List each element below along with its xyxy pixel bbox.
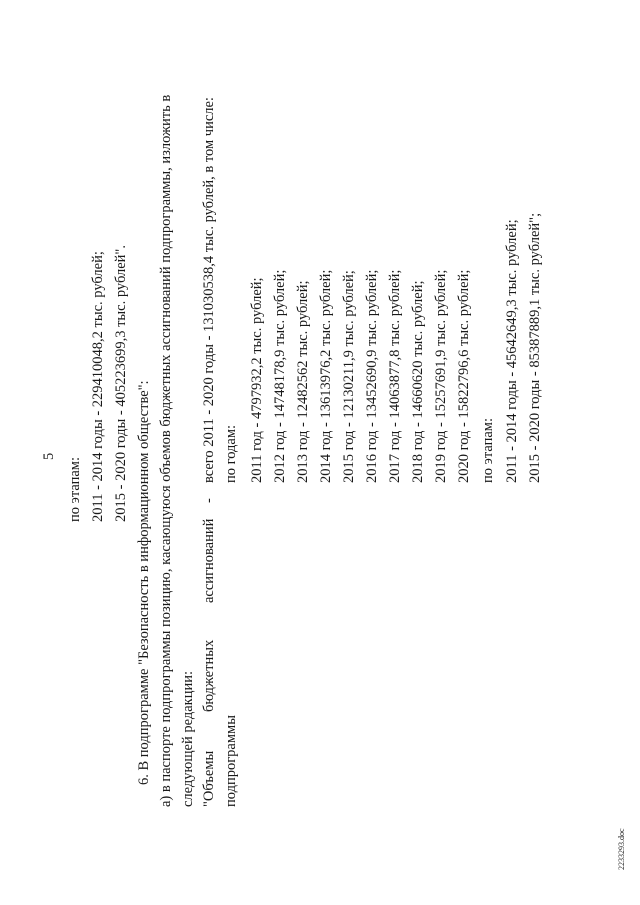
- year-allocation-line: 2015 год - 12130211,9 тыс. рублей;: [341, 270, 357, 483]
- year-allocation-line: 2016 год - 13452690,9 тыс. рублей;: [364, 269, 380, 483]
- year-allocation-line: 2013 год - 12482562 тыс. рублей;: [295, 280, 311, 483]
- continuation-stages-label: по этапам:: [67, 456, 83, 522]
- footer-file-code: 2233293.doc: [617, 828, 626, 870]
- passport-label: подпрограммы: [223, 715, 239, 807]
- total-allocation-line: всего 2011 - 2020 годы - 131030538,4 тыс. рублей, в том числе:: [201, 97, 217, 483]
- passport-label: бюджетных: [201, 639, 217, 712]
- year-allocation-line: 2019 год - 15257691,9 тыс. рублей;: [433, 269, 449, 483]
- passport-label: "Объемы: [201, 750, 217, 807]
- item-a-text-continued: следующей редакции:: [180, 670, 196, 807]
- passport-label: ассигнований: [201, 518, 217, 603]
- year-allocation-line: 2017 год - 14063877,8 тыс. рублей;: [387, 269, 403, 483]
- item-a-text: а) в паспорте подпрограммы позицию, касающуюся объемов бюджетных ассигнований подпрограммы, изложить в: [158, 94, 174, 807]
- stage-allocation-line: 2015 - 2020 годы - 85387889,1 тыс. рублей";: [527, 212, 543, 483]
- section-heading: 6. В подпрограмме "Безопасность в информационном обществе":: [136, 380, 152, 785]
- stage-allocation-line: 2011 - 2014 годы - 45642649,3 тыс. рублей;: [504, 219, 520, 483]
- continuation-stage-line: 2011 - 2014 годы - 229410048,2 тыс. рублей;: [90, 251, 106, 522]
- year-allocation-line: 2020 год - 15822796,6 тыс. рублей;: [456, 269, 472, 483]
- year-allocation-line: 2011 год - 4797932,2 тыс. рублей;: [249, 277, 265, 483]
- continuation-stage-line: 2015 - 2020 годы - 405223699,3 тыс. рублей".: [113, 245, 129, 522]
- year-allocation-line: 2018 год - 14660620 тыс. рублей;: [410, 280, 426, 483]
- page-number: 5: [41, 452, 57, 460]
- by-years-label: по годам:: [223, 424, 239, 483]
- year-allocation-line: 2012 год - 14748178,9 тыс. рублей;: [272, 269, 288, 483]
- by-stages-label: по этапам:: [480, 417, 496, 483]
- year-allocation-line: 2014 год - 13613976,2 тыс. рублей;: [318, 269, 334, 483]
- passport-dash: -: [201, 498, 217, 503]
